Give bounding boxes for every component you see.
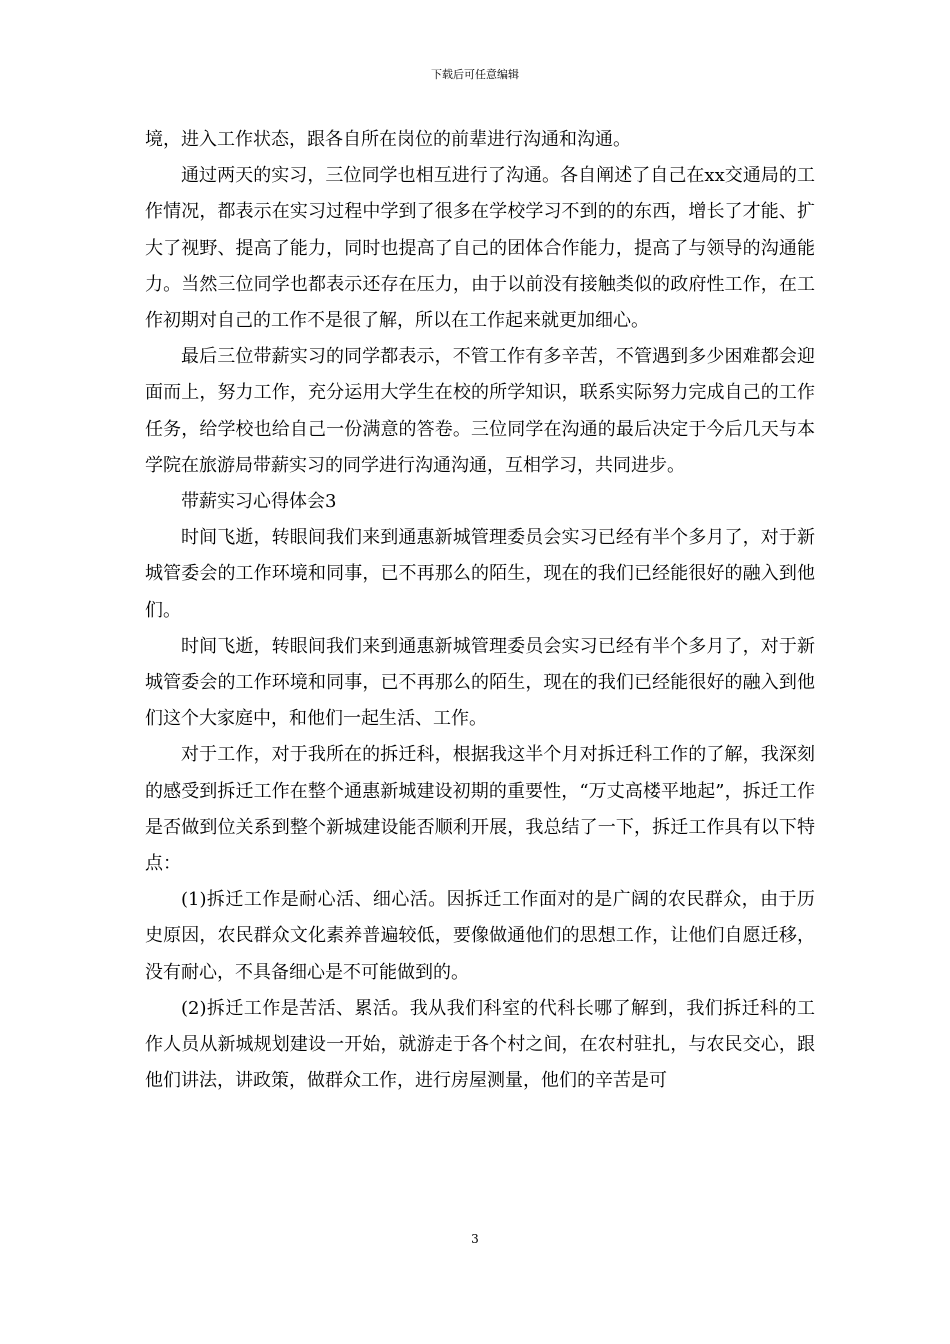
paragraph: (1)拆迁工作是耐心活、细心活。因拆迁工作面对的是广阔的农民群众，由于历史原因，农民群众文化素养普遍较低，要像做通他们的思想工作，让他们自愿迁移，没有耐心，不具备细心是不可能做到的。 <box>145 889 815 983</box>
page-header: 下载后可任意编辑 <box>431 68 519 81</box>
paragraph: 通过两天的实习，三位同学也相互进行了沟通。各自阐述了自己在xx交通局的工作情况，都表示在实习过程中学到了很多在学校学习不到的的东西，增长了才能、扩大了视野、提高了能力，同时也提高了自己的团体合作能力，提高了与领导的沟通能力。当然三位同学也都表示还存在压力，由于以前没有接触类似的政府性工作，在工作初期对自己的工作不是很了解，所以在工作起来就更加细心。 <box>145 165 815 332</box>
paragraph: 时间飞逝，转眼间我们来到通惠新城管理委员会实习已经有半个多月了，对于新城管委会的工作环境和同事，已不再那么的陌生，现在的我们已经能很好的融入到他们。 <box>145 527 815 621</box>
paragraph: (2)拆迁工作是苦活、累活。我从我们科室的代科长哪了解到，我们拆迁科的工作人员从新城规划建设一开始，就游走于各个村之间，在农村驻扎，与农民交心，跟他们讲法，讲政策，做群众工作，进行房屋测量，他们的辛苦是可 <box>145 997 815 1092</box>
paragraph: 境，进入工作状态，跟各自所在岗位的前辈进行沟通和沟通。 <box>145 129 631 150</box>
section-heading: 带薪实习心得体会3 <box>181 491 337 513</box>
body-text <box>145 122 815 1099</box>
page-number: 3 <box>471 1232 479 1246</box>
paragraph: 对于工作，对于我所在的拆迁科，根据我这半个月对拆迁科工作的了解，我深刻的感受到拆迁工作在整个通惠新城建设初期的重要性，“万丈高楼平地起”，拆迁工作是否做到位关系到整个新城建设能否顺利开展，我总结了一下，拆迁工作具有以下特点： <box>145 744 815 875</box>
paragraph: 时间飞逝，转眼间我们来到通惠新城管理委员会实习已经有半个多月了，对于新城管委会的工作环境和同事，已不再那么的陌生，现在的我们已经能很好的融入到他们这个大家庭中，和他们一起生活、工作。 <box>145 635 815 730</box>
paragraph: 最后三位带薪实习的同学都表示，不管工作有多辛苦，不管遇到多少困难都会迎面而上，努力工作，充分运用大学生在校的所学知识，联系实际努力完成自己的工作任务，给学校也给自己一份满意的答卷。三位同学在沟通的最后决定于今后几天与本学院在旅游局带薪实习的同学进行沟通沟通，互相学习，共同进步。 <box>145 346 815 476</box>
